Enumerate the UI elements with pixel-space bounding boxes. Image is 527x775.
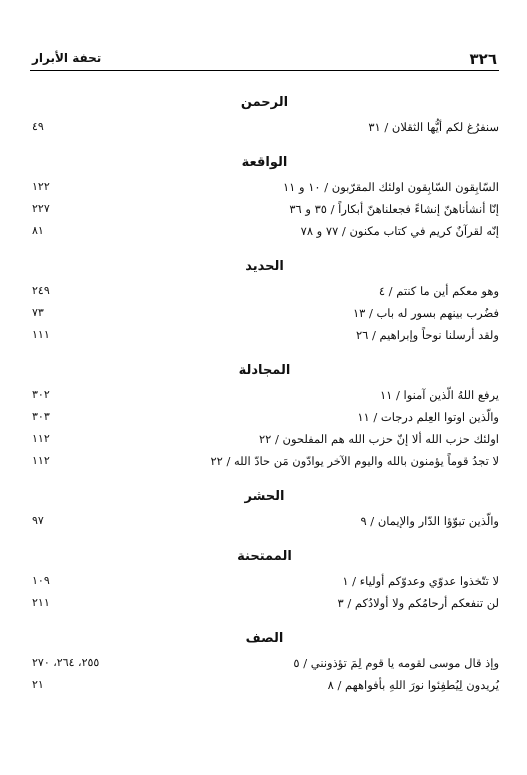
index-entry [30,198,499,220]
index-entry [30,652,499,674]
index-entry [30,450,499,472]
index-entry [30,324,499,346]
verse-reference: السّابِقون السّابِقون اولئك المقرّبون / ١٠ و ١١ [283,180,499,194]
verse-reference: لن تنفعكم أرحامُكم ولا أولادُكم / ٣ [337,596,499,610]
surah-title: الحشر [244,489,285,504]
page-references: ٨١ [32,224,44,237]
page-references: ٩٧ [32,514,44,527]
index-entry [30,674,499,696]
page-references: ٢٥٥، ٢٦٤، ٢٧٠ [32,656,100,669]
surah-section [30,546,499,614]
verse-reference: فضُرب بينهم بسور له باب / ١٣ [352,306,499,320]
page-references: ١١١ [32,328,50,341]
surah-title: الحديد [245,259,284,274]
surah-title: الممتحنة [237,549,292,564]
book-title: تحفة الأبرار [32,51,102,65]
index-entry [30,592,499,614]
page-references: ٢١ [32,678,44,691]
index-entry [30,176,499,198]
index-entry [30,116,499,138]
verse-reference: اولئك حزب الله ألا إنّ حزب الله هم المفلحون / ٢٢ [258,432,499,446]
page-header [30,48,499,71]
surah-section [30,360,499,472]
surah-title: المجادلة [238,363,291,378]
page-references: ٢١١ [32,596,50,609]
index-entry [30,384,499,406]
verse-reference: وإذ قال موسى لقومه يا قوم لِمَ تؤذونني / ٥ [293,656,499,670]
page-references: ٣٠٢ [32,388,50,401]
verse-reference: والّذين تبوّؤا الدّار والإيمان / ٩ [360,514,499,528]
verse-reference: إنّه لقرآنٌ كريم في كتاب مكنون / ٧٧ و ٧٨ [300,224,499,238]
index-entry [30,570,499,592]
verse-reference: لا تجدُ قوماً يؤمنون بالله واليوم الآخر يوادّون مَن حادّ الله / ٢٢ [210,454,499,468]
verse-reference: وهو معكم أين ما كنتم / ٤ [378,284,499,298]
surah-section [30,92,499,138]
surah-title: الصف [245,631,284,646]
surah-section [30,256,499,346]
verse-reference: والّذين اوتوا العِلم درجات / ١١ [357,410,499,424]
surah-section [30,628,499,696]
index-entry [30,302,499,324]
surah-title: الرحمن [240,95,289,110]
index-entry [30,510,499,532]
page-references: ٤٩ [32,120,44,133]
verse-reference: لا تتّخذوا عدوّي وعدوّكم أولياء / ١ [342,574,499,588]
verse-reference: سنفرُغ لكم أيُّها الثقلان / ٣١ [368,120,499,134]
page-references: ١١٢ [32,454,50,467]
index-entry [30,280,499,302]
surah-section [30,486,499,532]
surah-section [30,152,499,242]
index-entry [30,220,499,242]
page-references: ٢٢٧ [32,202,50,215]
index-entry [30,428,499,450]
page-references: ٢٤٩ [32,284,50,297]
page-references: ١١٢ [32,432,50,445]
page-references: ١٠٩ [32,574,50,587]
page-references: ٣٠٣ [32,410,50,423]
page-references: ١٢٢ [32,180,50,193]
page-number: ٣٢٦ [469,50,497,68]
page-references: ٧٣ [32,306,44,319]
verse-reference: ولقد أرسلنا نوحاً وإبراهيم / ٢٦ [355,328,499,342]
verse-reference: إنّا أنشأناهنّ إنشاءً فجعلناهنّ أبكاراً / ٣٥ و ٣٦ [289,202,499,216]
index-entry [30,406,499,428]
surah-title: الواقعة [241,155,288,170]
verse-reference: يُريدون لِيُطفِئوا نورَ اللهِ بأفواههم / ٨ [327,678,499,692]
index-content [30,92,499,710]
verse-reference: يرفع اللهُ الّذين آمنوا / ١١ [380,388,499,402]
